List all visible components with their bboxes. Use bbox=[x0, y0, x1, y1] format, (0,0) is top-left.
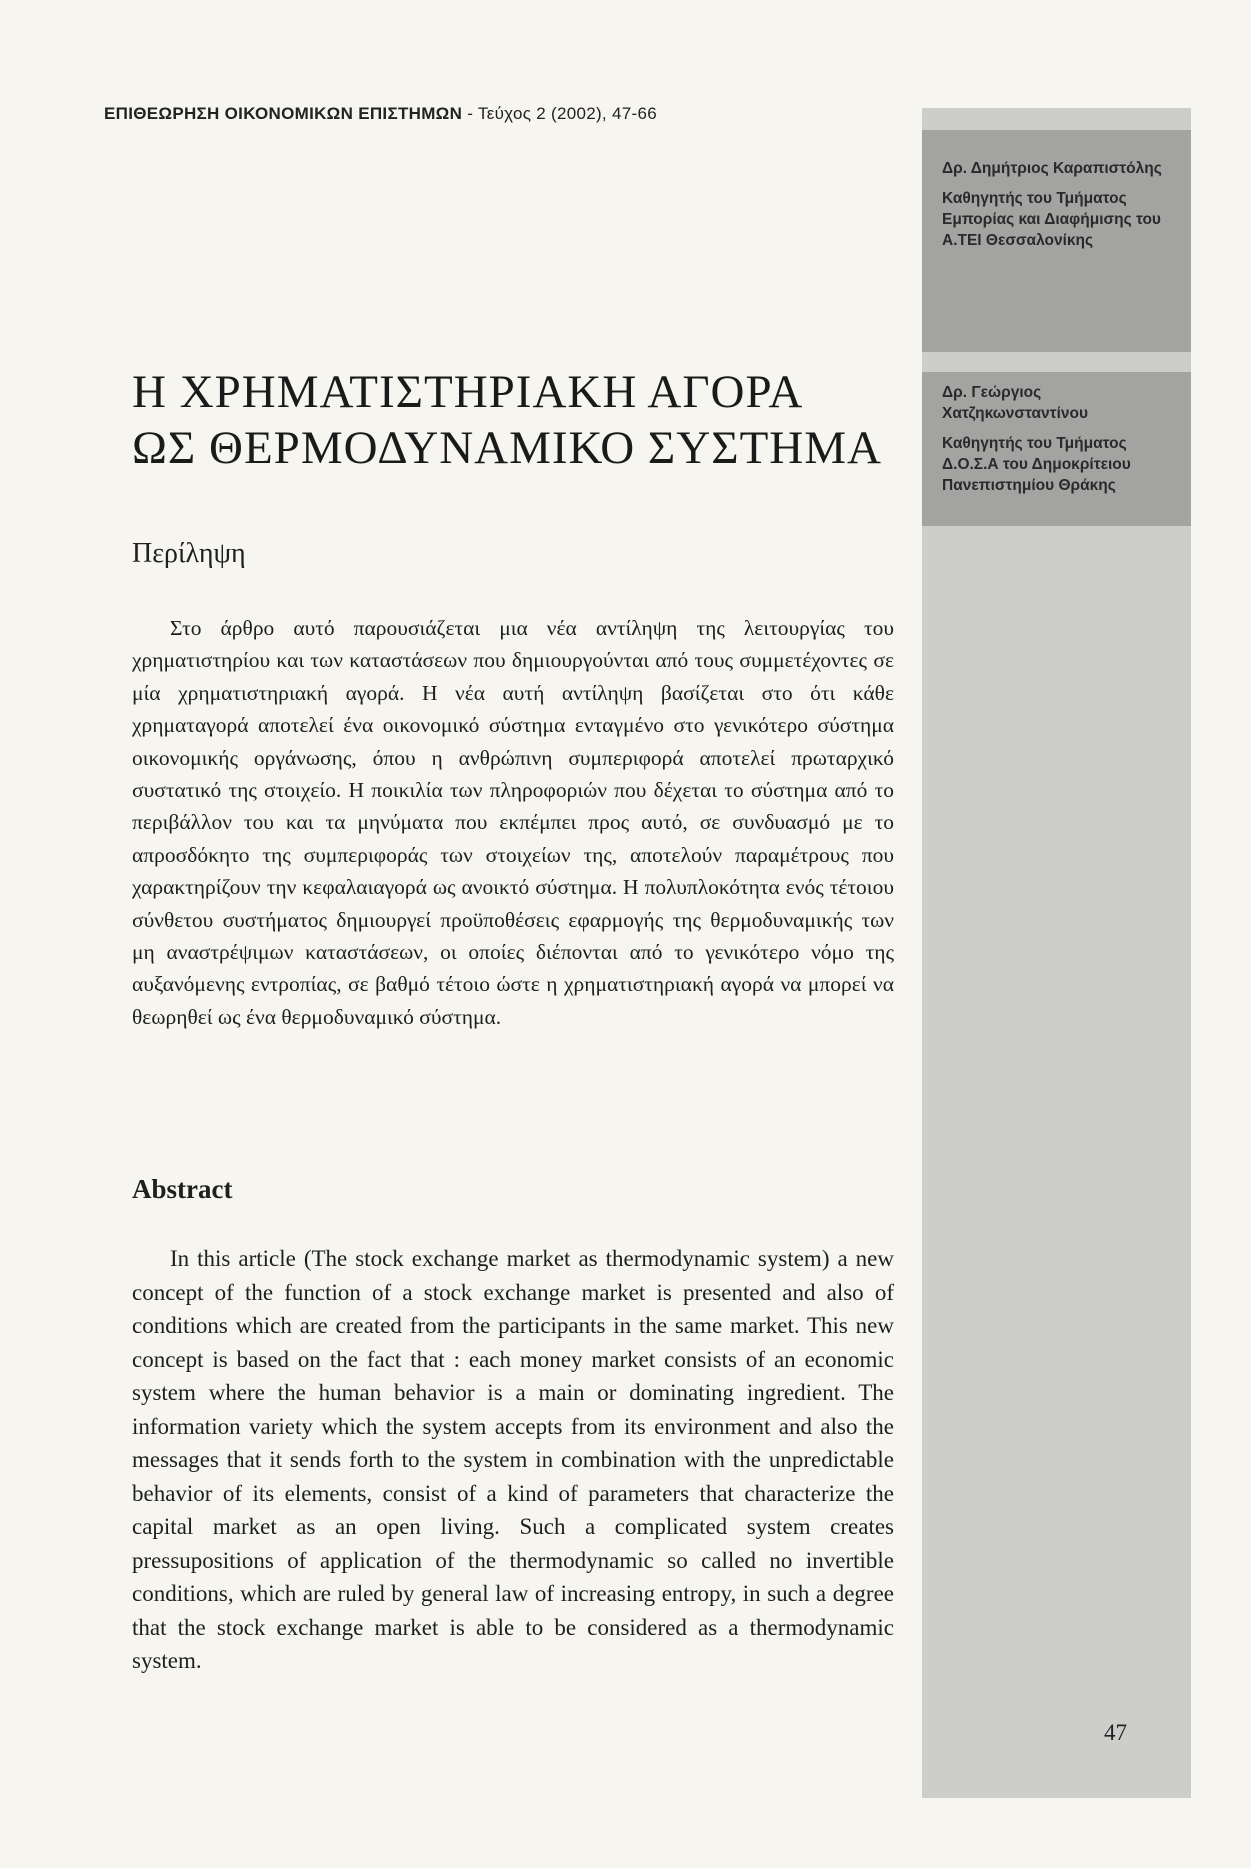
author-name: Δρ. Δημήτριος Καραπιστόλης bbox=[942, 160, 1162, 177]
author-box-2 bbox=[922, 372, 1191, 526]
summary-heading: Περίληψη bbox=[132, 538, 246, 569]
author-affiliation: Καθηγητής του Τμήματος Δ.Ο.Σ.Α του Δημοκρίτειου Πανεπιστημίου Θράκης bbox=[942, 435, 1131, 494]
author-name: Δρ. Γεώργιος Χατζηκωνσταντίνου bbox=[942, 384, 1089, 422]
title-line-2: ΩΣ ΘΕΡΜΟΔΥΝΑΜΙΚΟ ΣΥΣΤΗΜΑ bbox=[132, 422, 882, 474]
summary-text: Στο άρθρο αυτό παρουσιάζεται μια νέα αντίληψη της λειτουργίας του χρηματιστηρίου και των καταστάσεων που δημιουργούνται από τους συμμετέχοντες σε μία χρηματιστηριακή αγορά. Η νέα αυτή αντίληψη βασίζεται στο ότι κάθε χρηματαγορά αποτελεί ένα οικονομικό σύστημα ενταγμένο στο γενικότερο σύστημα οικονομικής οργάνωσης, όπου η ανθρώπινη συμπεριφορά αποτελεί πρωταρχικό συστατικό της στοιχείο. Η ποικιλία των πληροφοριών που δέχεται το σύστημα από το περιβάλλον του και τα μηνύματα που εκπέμπει προς αυτό, σε συνδυασμό με το απροσδόκητο της συμπεριφοράς των στοιχείων της, αποτελούν παραμέτρους που χαρακτηρίζουν την κεφαλαιαγορά ως ανοικτό σύστημα. Η πολυπλοκότητα ενός τέτοιου σύνθετου συστήματος δημιουργεί προϋποθέσεις εφαρμογής της θερμοδυναμικής των μη αναστρέψιμων καταστάσεων, οι οποίες διέπονται από το γενικότερο νόμο της αυξανόμενης εντροπίας, σε βαθμό τέτοιο ώστε η χρηματιστηριακή αγορά να μπορεί να θεωρηθεί ως ένα θερμοδυναμικό σύστημα. bbox=[132, 616, 894, 1029]
abstract-heading: Abstract bbox=[132, 1174, 233, 1204]
journal-issue: - Τεύχος 2 (2002), 47-66 bbox=[462, 104, 657, 123]
journal-header bbox=[104, 104, 804, 124]
title-line-1: Η ΧΡΗΜΑΤΙΣΤΗΡΙΑΚΗ ΑΓΟΡΑ bbox=[132, 366, 804, 418]
abstract-text: In this article (The stock exchange market as thermodynamic system) a new concept of the function of a stock exchange market is presented and also of conditions which are created from the participants in the same market. This new concept is based on the fact that : each money market consists of an economic system where the human behavior is a main or dominating ingredient. The information variety which the system accepts from its environment and also the messages that it sends forth to the system in combination with the unpredictable behavior of its elements, consist of a kind of parameters that characterize the capital market as an open living. Such a complicated system creates pressupositions of application of the thermodynamic so called no invertible conditions, which are ruled by general law of increasing entropy, in such a degree that the stock exchange market is able to be considered as a thermodynamic system. bbox=[132, 1246, 894, 1673]
author-affiliation: Καθηγητής του Τμήματος Εμπορίας και Διαφήμισης του Α.ΤΕΙ Θεσσαλονίκης bbox=[942, 190, 1161, 249]
page-number: 47 bbox=[1104, 1720, 1127, 1745]
article-title bbox=[132, 364, 912, 476]
author-box-1 bbox=[922, 130, 1191, 352]
sidebar bbox=[922, 108, 1191, 1798]
journal-name: ΕΠΙΘΕΩΡΗΣΗ ΟΙΚΟΝΟΜΙΚΩΝ ΕΠΙΣΤΗΜΩΝ bbox=[104, 104, 463, 123]
